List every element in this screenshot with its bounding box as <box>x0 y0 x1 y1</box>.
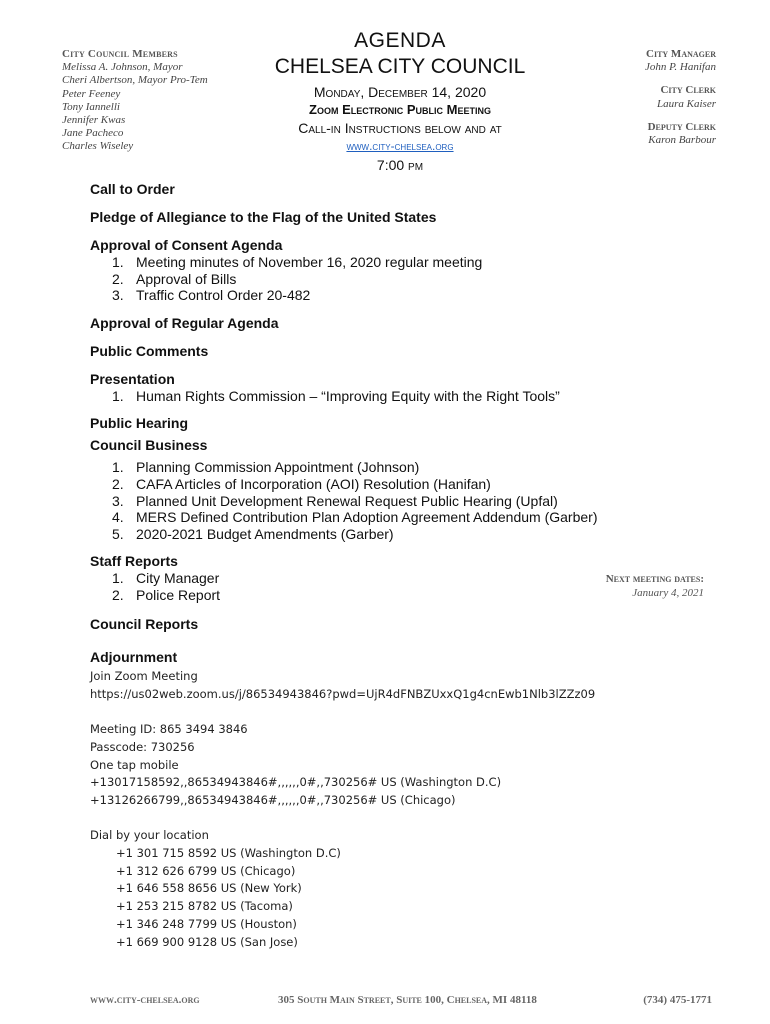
agenda-item-text: Approval of Bills <box>136 270 237 287</box>
zoom-instructions <box>90 668 595 951</box>
zoom-dial-heading: Dial by your location <box>90 828 209 843</box>
agenda-item: 4. MERS Defined Contribution Plan Adoption Agreement Addendum (Garber) <box>112 509 598 526</box>
staff-title: Deputy Clerk <box>647 120 716 133</box>
agenda-item: 1. City Manager <box>112 570 220 587</box>
staff-title: City Manager <box>646 48 716 60</box>
council-title: CHELSEA CITY COUNCIL <box>274 55 526 78</box>
next-meeting-block <box>560 572 704 600</box>
zoom-meeting-id: Meeting ID: 865 3494 3846 <box>90 722 248 737</box>
council-member: Cheri Albertson, Mayor Pro-Tem <box>62 74 208 87</box>
footer-phone: (734) 475-1771 <box>643 994 712 1006</box>
zoom-tap-line: +13126266799,,86534943846#,,,,,,0#,,730256# US (Chicago) <box>90 792 456 807</box>
agenda-section-heading: Approval of Regular Agenda <box>90 314 279 331</box>
footer-address: 305 South Main Street, Suite 100, Chelsea, MI 48118 <box>278 994 537 1006</box>
agenda-item: 3. Planned Unit Development Renewal Request Public Hearing (Upfal) <box>112 492 558 509</box>
agenda-section-heading: Public Comments <box>90 342 209 359</box>
agenda-section-heading: Approval of Consent Agenda <box>90 237 283 253</box>
agenda-section-heading: Call to Order <box>90 181 175 197</box>
agenda-item: 1. Human Rights Commission – “Improving Equity with the Right Tools” <box>112 387 560 404</box>
agenda-section-heading: Public Hearing <box>90 415 189 432</box>
council-member: Peter Feeney <box>62 87 121 100</box>
agenda-item-text: City Manager <box>136 570 220 587</box>
staff-name: Karon Barbour <box>648 134 716 147</box>
website-link[interactable]: www.city-chelsea.org <box>346 139 454 153</box>
agenda-item-text: Traffic Control Order 20-482 <box>136 287 311 304</box>
next-meeting-label: Next meeting dates: <box>605 573 704 585</box>
agenda-item-text: Meeting minutes of November 16, 2020 regular meeting <box>136 254 483 270</box>
agenda-item: 2. Police Report <box>112 586 221 603</box>
meeting-type: Zoom Electronic Public Meeting <box>309 102 491 117</box>
footer-website: www.city-chelsea.org <box>90 994 200 1006</box>
agenda-section-heading: Presentation <box>90 370 175 387</box>
staff-name: John P. Hanifan <box>645 61 716 74</box>
zoom-dial-line: +1 312 626 6799 US (Chicago) <box>116 863 296 878</box>
zoom-dial-line: +1 253 215 8782 US (Tacoma) <box>116 899 293 914</box>
zoom-tap-line: +13017158592,,86534943846#,,,,,,0#,,730256# US (Washington D.C) <box>90 775 502 790</box>
agenda-section-heading: Pledge of Allegiance to the Flag of the United States <box>90 209 437 225</box>
agenda-item: 1. Meeting minutes of November 16, 2020 regular meeting <box>112 254 483 270</box>
zoom-join-text: Join Zoom Meeting <box>90 669 198 683</box>
zoom-one-tap: One tap mobile <box>90 757 179 772</box>
zoom-dial-line: +1 301 715 8592 US (Washington D.C) <box>116 846 341 860</box>
staff-block <box>536 48 716 147</box>
agenda-item-text: 2020-2021 Budget Amendments (Garber) <box>136 525 394 542</box>
staff-name: Laura Kaiser <box>657 97 716 110</box>
zoom-dial-line: +1 346 248 7799 US (Houston) <box>116 916 297 931</box>
council-member: Jennifer Kwas <box>62 114 126 127</box>
council-members-heading: City Council Members <box>62 48 178 60</box>
next-meeting-date: January 4, 2021 <box>632 587 704 599</box>
council-member: Jane Pacheco <box>62 127 124 140</box>
meeting-time: 7:00 pm <box>376 157 424 173</box>
agenda-section-heading: Adjournment <box>90 648 178 665</box>
council-member: Melissa A. Johnson, Mayor <box>62 61 183 74</box>
document-header <box>240 28 560 175</box>
zoom-dial-line: +1 669 900 9128 US (San Jose) <box>116 934 298 949</box>
agenda-title: AGENDA <box>354 29 446 52</box>
agenda-item: 2. CAFA Articles of Incorporation (AOI) Resolution (Hanifan) <box>112 475 491 492</box>
agenda-item: 1. Planning Commission Appointment (Johnson) <box>112 459 420 476</box>
agenda-item-text: Planning Commission Appointment (Johnson) <box>136 459 420 476</box>
meeting-date: Monday, December 14, 2020 <box>313 84 487 100</box>
agenda-section-heading: Council Business <box>90 437 208 454</box>
agenda-item: 5. 2020-2021 Budget Amendments (Garber) <box>112 525 394 542</box>
call-in-text: Call-in Instructions below and at <box>298 120 502 136</box>
council-members-block <box>62 48 262 154</box>
agenda-section-heading: Council Reports <box>90 615 199 632</box>
council-member: Charles Wiseley <box>62 140 134 153</box>
zoom-passcode: Passcode: 730256 <box>90 739 195 754</box>
agenda-item: 3. Traffic Control Order 20-482 <box>112 287 311 304</box>
agenda-item-text: CAFA Articles of Incorporation (AOI) Resolution (Hanifan) <box>136 475 491 492</box>
agenda-item-text: Human Rights Commission – “Improving Equity with the Right Tools” <box>136 387 560 404</box>
agenda-item: 2. Approval of Bills <box>112 270 237 287</box>
agenda-item-text: Police Report <box>136 586 221 603</box>
agenda-section-heading: Staff Reports <box>90 553 178 570</box>
staff-title: City Clerk <box>660 84 716 97</box>
zoom-dial-line: +1 646 558 8656 US (New York) <box>116 881 302 896</box>
agenda-item-text: MERS Defined Contribution Plan Adoption Agreement Addendum (Garber) <box>136 509 598 526</box>
zoom-url[interactable]: https://us02web.zoom.us/j/86534943846?pwd=UjR4dFNBZUxxQ1g4cnEwb1Nlb3lZZz09 <box>90 686 596 701</box>
council-member: Tony Iannelli <box>62 100 120 113</box>
agenda-item-text: Planned Unit Development Renewal Request Public Hearing (Upfal) <box>136 492 558 509</box>
